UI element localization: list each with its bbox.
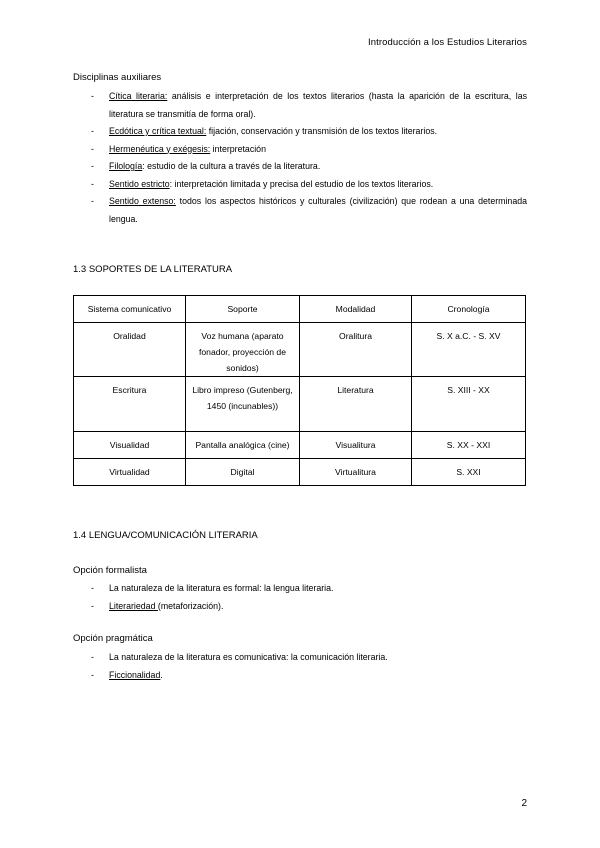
bullet-dash: - bbox=[91, 91, 94, 101]
definition: todos los aspectos históricos y culturales (civilización) que rodean a una determinada lengua. bbox=[109, 196, 527, 224]
table-cell: Oralidad bbox=[74, 323, 186, 377]
definition: La naturaleza de la literatura es comunicativa: la comunicación literaria. bbox=[109, 652, 388, 662]
table-cell: Voz humana (aparato fonador, proyección de sonidos) bbox=[186, 323, 300, 377]
table-cell: Escritura bbox=[74, 377, 186, 432]
definition: (metaforización). bbox=[157, 600, 224, 611]
page-number: 2 bbox=[521, 798, 527, 809]
definition: análisis e interpretación de los textos literarios (hasta la aparición de la escritura, las literatura se transmitía de forma oral). bbox=[109, 91, 528, 119]
pragmatica-heading: Opción pragmática bbox=[73, 633, 153, 644]
term: Ficcionalidad bbox=[109, 669, 161, 680]
list-item bbox=[73, 598, 527, 616]
table-cell: S. XX - XXI bbox=[412, 432, 526, 459]
pragmatica-list bbox=[73, 649, 527, 684]
table-header-row bbox=[74, 296, 526, 323]
column-header: Modalidad bbox=[300, 296, 412, 323]
table-cell: Oralitura bbox=[300, 323, 412, 377]
table-row bbox=[74, 432, 526, 459]
list-item bbox=[73, 141, 527, 159]
definition: : interpretación limitada y precisa del estudio de los textos literarios. bbox=[169, 178, 434, 189]
column-header: Sistema comunicativo bbox=[74, 296, 186, 323]
table-cell: Pantalla analógica (cine) bbox=[186, 432, 300, 459]
bullet-dash: - bbox=[91, 143, 94, 154]
list-item bbox=[73, 123, 527, 141]
list-item bbox=[73, 88, 527, 123]
table-cell: S. XIII - XX bbox=[412, 377, 526, 432]
list-item bbox=[73, 158, 527, 176]
formalista-list bbox=[73, 580, 527, 615]
table-cell: Literatura bbox=[300, 377, 412, 432]
soportes-heading: 1.3 SOPORTES DE LA LITERATURA bbox=[73, 264, 233, 275]
bullet-dash: - bbox=[91, 583, 94, 593]
bullet-dash: - bbox=[91, 196, 94, 206]
table-cell: Visualidad bbox=[74, 432, 186, 459]
term: Hermenéutica y exégesis: bbox=[109, 143, 211, 154]
column-header: Cronología bbox=[412, 296, 526, 323]
list-item bbox=[73, 193, 527, 228]
lengua-heading: 1.4 LENGUA/COMUNICACIÓN LITERARIA bbox=[73, 530, 258, 541]
table-cell: Digital bbox=[186, 459, 300, 486]
list-item bbox=[73, 580, 527, 598]
running-header: Introducción a los Estudios Literarios bbox=[367, 37, 527, 48]
bullet-dash: - bbox=[91, 126, 94, 136]
column-header: Soporte bbox=[186, 296, 300, 323]
definition: La naturaleza de la literatura es formal: la lengua literaria. bbox=[109, 583, 334, 593]
auxiliares-list bbox=[73, 88, 527, 228]
list-item bbox=[73, 649, 527, 667]
term: Sentido estricto bbox=[109, 178, 170, 189]
bullet-dash: - bbox=[91, 178, 94, 189]
table-cell: S. X a.C. - S. XV bbox=[412, 323, 526, 377]
term: Sentido extenso: bbox=[109, 196, 176, 206]
bullet-dash: - bbox=[91, 652, 94, 662]
term: Cítica literaria: bbox=[109, 91, 168, 101]
term: Ecdótica y crítica textual: bbox=[109, 126, 207, 136]
definition: fijación, conservación y transmisión de los textos literarios. bbox=[206, 126, 438, 136]
bullet-dash: - bbox=[91, 669, 94, 680]
table-cell: Virtualitura bbox=[300, 459, 412, 486]
table-cell: Virtualidad bbox=[74, 459, 186, 486]
table-row bbox=[74, 459, 526, 486]
term: Literariedad bbox=[109, 600, 158, 611]
term: Filología bbox=[109, 161, 143, 171]
list-item bbox=[73, 176, 527, 194]
formalista-heading: Opción formalista bbox=[73, 565, 147, 576]
table-row bbox=[74, 323, 526, 377]
table-cell: Libro impreso (Gutenberg, 1450 (incunables)) bbox=[186, 377, 300, 432]
auxiliares-heading: Disciplinas auxiliares bbox=[73, 72, 162, 83]
soportes-table bbox=[73, 295, 526, 486]
table-row bbox=[74, 377, 526, 432]
table-cell: S. XXI bbox=[412, 459, 526, 486]
table-cell: Visualitura bbox=[300, 432, 412, 459]
definition: interpretación bbox=[210, 143, 266, 154]
bullet-dash: - bbox=[91, 161, 94, 171]
definition: : estudio de la cultura a través de la literatura. bbox=[142, 161, 321, 171]
bullet-dash: - bbox=[91, 600, 94, 611]
definition: . bbox=[160, 669, 163, 680]
list-item bbox=[73, 667, 527, 685]
